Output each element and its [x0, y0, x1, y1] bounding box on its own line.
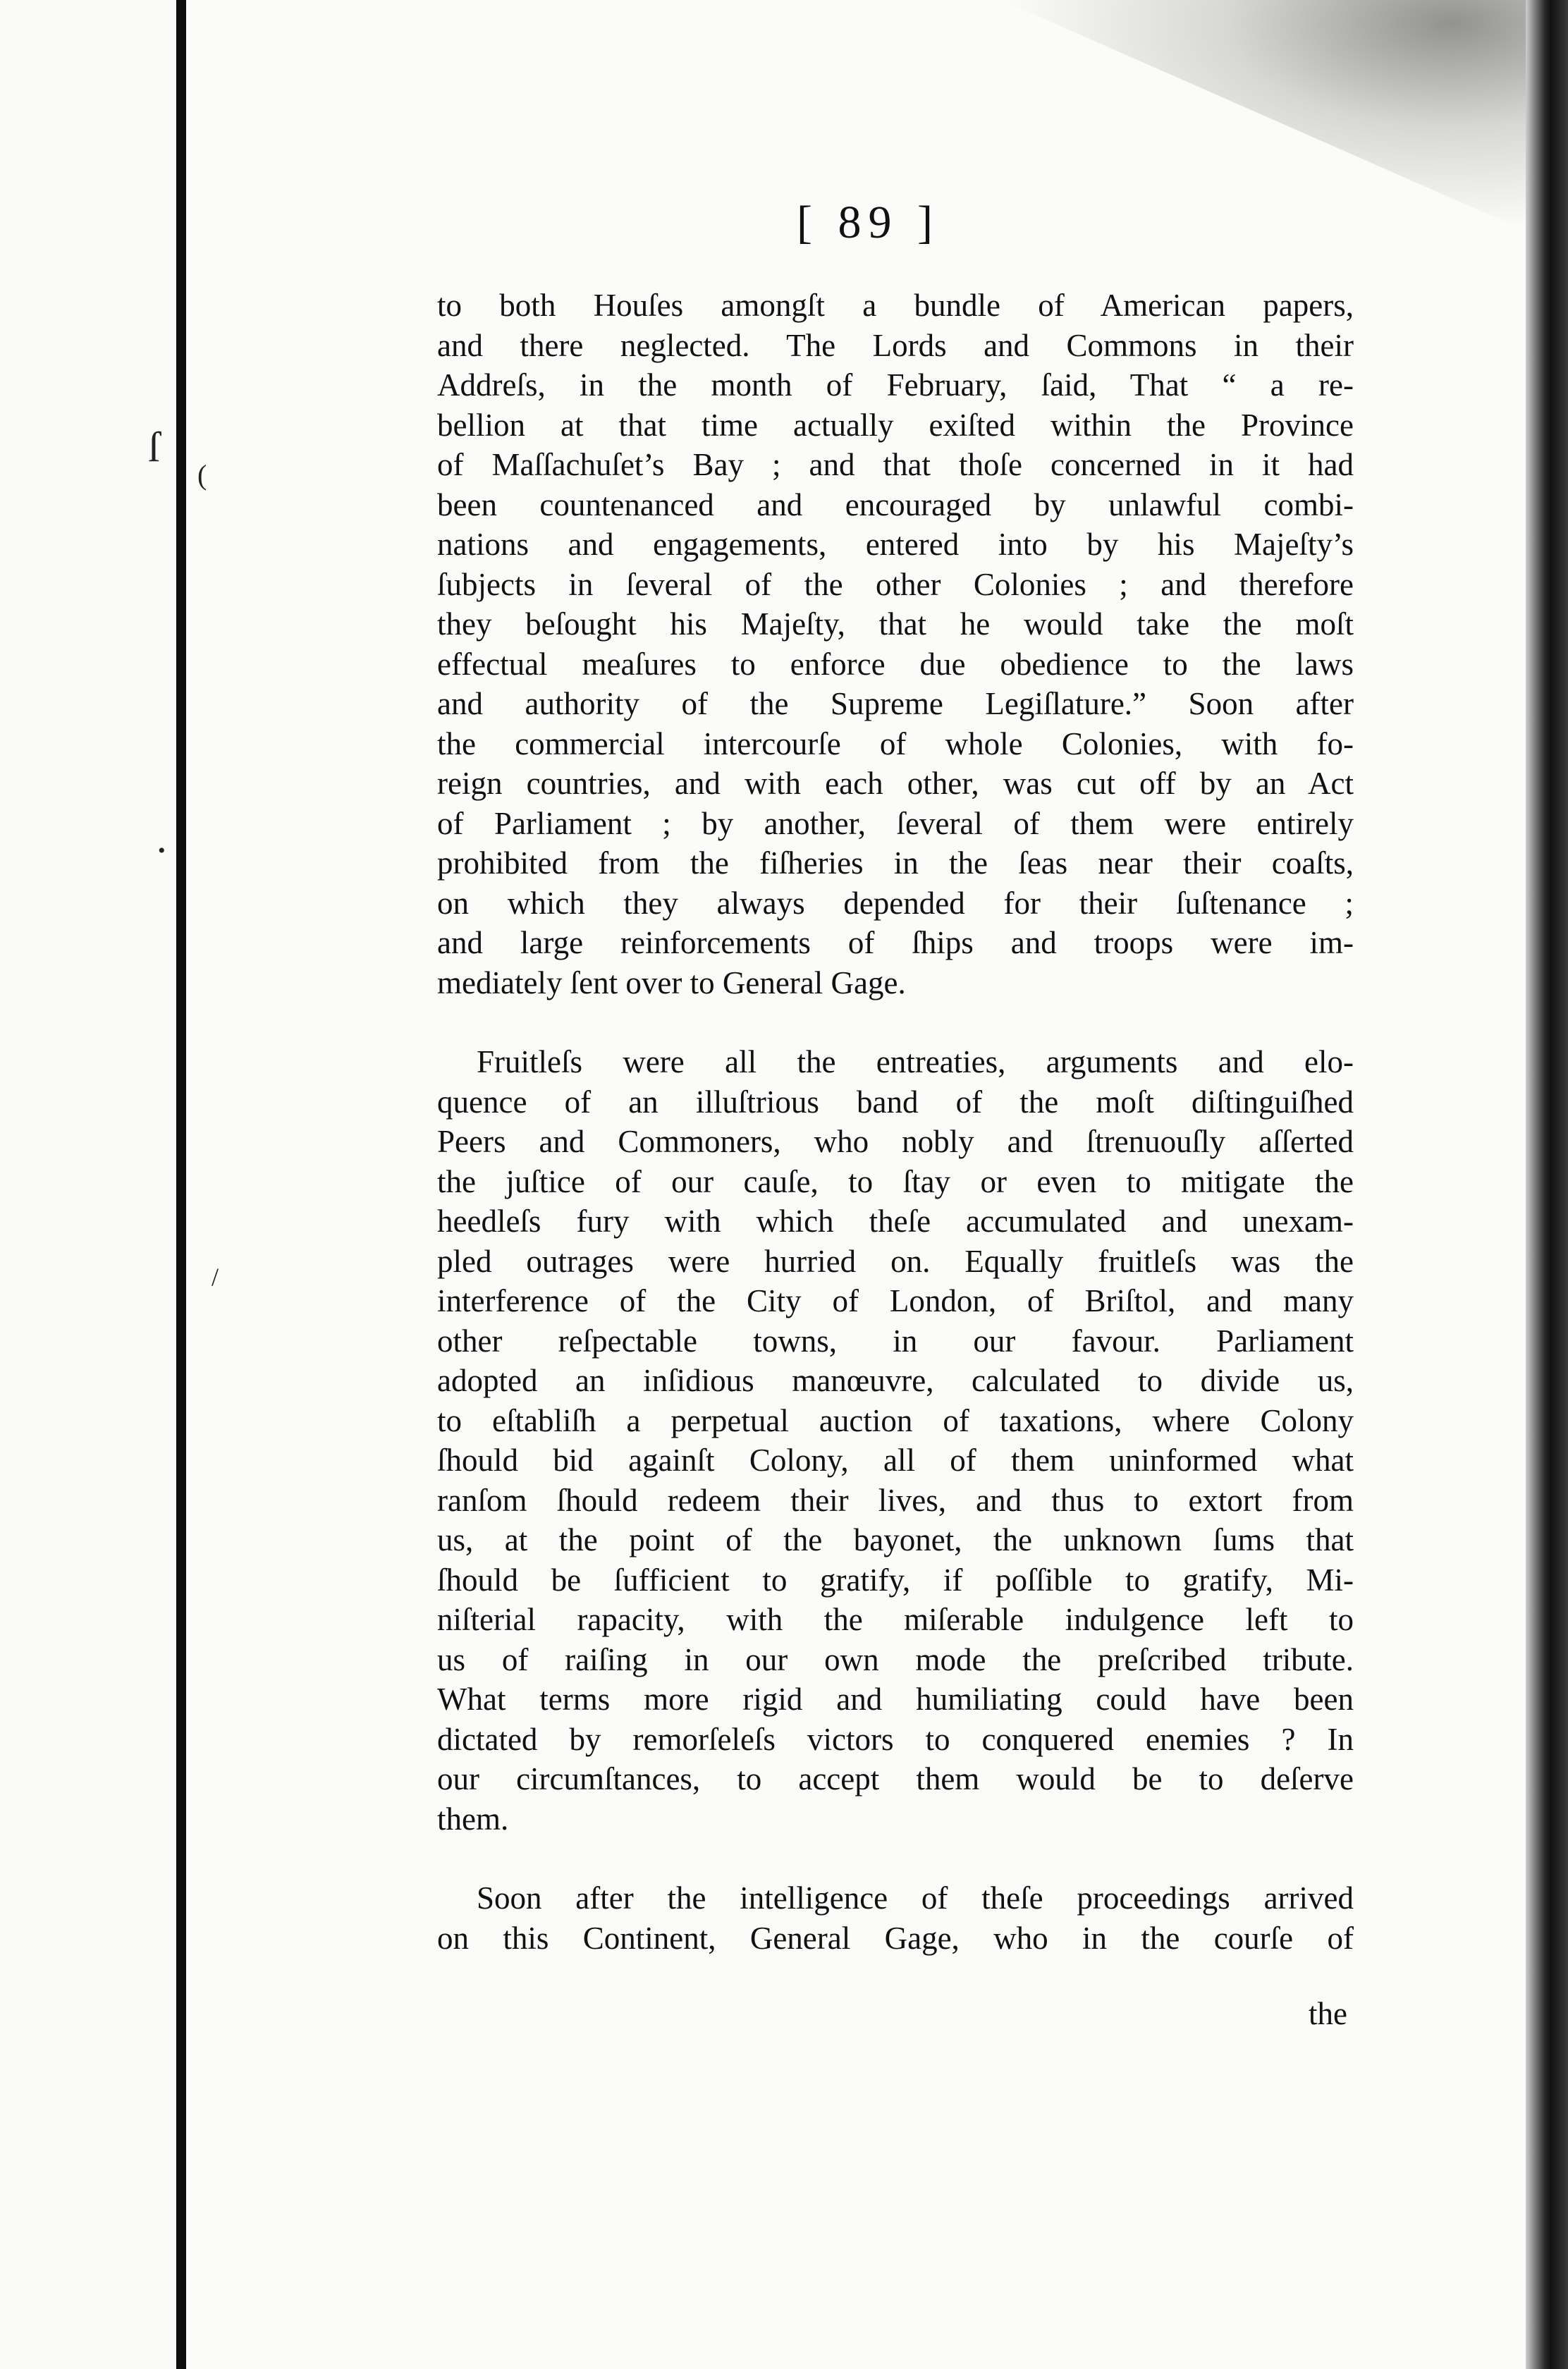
text-line: Peers and Commoners, who nobly and ſtrenuouſly aſſerted — [437, 1124, 1354, 1159]
text-line: quence of an illuſtrious band of the moſt diſtinguiſhed — [437, 1084, 1354, 1120]
margin-mark: / — [212, 1263, 219, 1291]
text-line: them. — [437, 1801, 509, 1837]
text-line: our circumſtances, to accept them would be to deſerve — [437, 1761, 1354, 1796]
text-line: on this Continent, General Gage, who in the courſe of — [437, 1920, 1354, 1956]
text-line: heedleſs fury with which theſe accumulated and unexam- — [437, 1204, 1354, 1239]
text-line: bellion at that time actually exiſted within the Province — [437, 407, 1354, 443]
text-line: other reſpectable towns, in our favour. Parliament — [437, 1323, 1354, 1359]
text-line: Soon after the intelligence of theſe proceedings arrived — [477, 1880, 1354, 1916]
text-line: Addreſs, in the month of February, ſaid, That “ a re- — [437, 367, 1354, 403]
paragraph-gap — [437, 1003, 1354, 1042]
paragraph-1 — [437, 286, 1354, 1003]
catchword: the — [1309, 1996, 1347, 2031]
text-line: reign countries, and with each other, was cut off by an Act — [437, 766, 1354, 801]
text-line: us of raiſing in our own mode the preſcribed tribute. — [437, 1641, 1354, 1677]
text-line: nations and engagements, entered into by his Majeſty’s — [437, 527, 1354, 562]
text-line: to both Houſes amongſt a bundle of American papers, — [437, 288, 1354, 323]
text-line: What terms more rigid and humiliating could have been — [437, 1682, 1354, 1717]
text-line: us, at the point of the bayonet, the unknown ſums that — [437, 1522, 1354, 1557]
text-line: dictated by remorſeleſs victors to conquered enemies ? In — [437, 1721, 1354, 1757]
text-line: been countenanced and encouraged by unlawful combi- — [437, 486, 1354, 522]
text-line: prohibited from the fiſheries in the ſeas near their coaſts, — [437, 845, 1354, 881]
text-line: interference of the City of London, of Briſtol, and many — [437, 1283, 1354, 1318]
text-line: and there neglected. The Lords and Commons in their — [437, 327, 1354, 363]
text-line: ſhould be ſufficient to gratify, if poſſible to gratify, Mi- — [437, 1562, 1354, 1598]
text-line: the juſtice of our cauſe, to ſtay or even to mitigate the — [437, 1163, 1354, 1199]
margin-mark: ſ — [148, 424, 160, 470]
text-line: to eſtabliſh a perpetual auction of taxations, where Colony — [437, 1402, 1354, 1438]
text-line: pled outrages were hurried on. Equally fruitleſs was the — [437, 1243, 1354, 1279]
text-line: ſubjects in ſeveral of the other Colonies ; and therefore — [437, 566, 1354, 602]
text-line: adopted an inſidious manœuvre, calculated to divide us, — [437, 1363, 1354, 1398]
paragraph-3 — [437, 1878, 1354, 1958]
text-line: mediately ſent over to General Gage. — [437, 965, 906, 1000]
text-line: and authority of the Supreme Legiſlature.” Soon after — [437, 686, 1354, 721]
book-gutter — [176, 0, 186, 2369]
paragraph-2 — [437, 1042, 1354, 1839]
body-text — [437, 286, 1354, 1958]
text-line: ranſom ſhould redeem their lives, and thus to extort from — [437, 1482, 1354, 1518]
margin-mark: • — [158, 839, 166, 862]
text-line: niſterial rapacity, with the miſerable indulgence left to — [437, 1602, 1354, 1637]
text-line: Fruitleſs were all the entreaties, arguments and elo- — [477, 1044, 1354, 1079]
text-line: the commercial intercourſe of whole Colonies, with fo- — [437, 726, 1354, 761]
margin-mark: ( — [197, 459, 207, 491]
page-number: [ 89 ] — [797, 197, 940, 248]
text-line: ſhould bid againſt Colony, all of them uninformed what — [437, 1443, 1354, 1478]
paragraph-gap — [437, 1839, 1354, 1878]
facing-page — [0, 0, 176, 2369]
text-line: effectual meaſures to enforce due obedience to the laws — [437, 646, 1354, 682]
text-line: on which they always depended for their ſuſtenance ; — [437, 885, 1354, 921]
text-line: and large reinforcements of ſhips and troops were im- — [437, 925, 1354, 960]
text-line: of Maſſachuſet’s Bay ; and that thoſe concerned in it had — [437, 447, 1354, 482]
text-line: of Parliament ; by another, ſeveral of them were entirely — [437, 805, 1354, 841]
text-line: they beſought his Majeſty, that he would take the moſt — [437, 606, 1354, 642]
page-edge — [1526, 0, 1568, 2369]
